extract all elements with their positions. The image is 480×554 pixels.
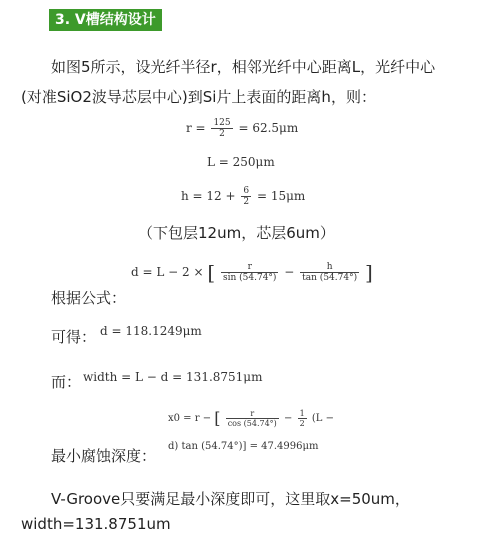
equation-h <box>181 186 305 207</box>
fraction-denominator: sin (54.74°) <box>223 273 277 283</box>
formula-d <box>131 262 373 283</box>
fraction-numerator: 1 <box>299 409 305 418</box>
intro-line-2: (对准SiO2波导芯层中心)到Si片上表面的距离h，则： <box>21 88 376 106</box>
fraction-denominator: 2 <box>299 419 305 428</box>
x0-lhs: x0 = r − <box>168 413 212 424</box>
fraction-numerator: r <box>221 262 278 273</box>
fraction-denominator: 2 <box>219 129 225 139</box>
result-d-value: d = 118.1249μm <box>100 324 202 338</box>
equation-h-rhs: = 15μm <box>256 189 306 203</box>
fraction-numerator: 6 <box>243 186 250 196</box>
left-bracket: [ <box>207 260 216 285</box>
x0-line-1 <box>168 409 334 428</box>
conclusion-line-2: width=131.8751um <box>21 515 171 533</box>
result-width-value: width = L − d = 131.8751μm <box>83 370 263 384</box>
formula-label: 根据公式： <box>51 289 127 307</box>
equation-r-rhs: = 62.5μm <box>238 121 299 135</box>
x0-line-2: d) tan (54.74°)] = 47.4996μm <box>168 441 319 452</box>
fraction-denominator: cos (54.74°) <box>227 419 277 428</box>
formula-minus: − <box>284 265 295 279</box>
result-d-label: 可得： <box>51 328 97 346</box>
fraction-r-over-sin <box>221 262 278 283</box>
fraction-denominator: 2 <box>243 197 250 207</box>
fraction-125-over-2 <box>211 118 232 139</box>
equation-r-lhs: r = <box>186 121 206 135</box>
conclusion-line-1: V-Groove只要满足最小深度即可，这里取x=50um， <box>51 490 410 508</box>
fraction-1-over-2 <box>298 409 307 428</box>
fraction-r-over-cos <box>226 409 279 428</box>
formula-lhs: d = L − 2 × <box>131 265 204 279</box>
fraction-denominator: tan (54.74°) <box>302 273 358 283</box>
intro-line-1: 如图5所示，设光纤半径r，相邻光纤中心距离L，光纤中心 <box>51 58 436 76</box>
equation-r <box>186 118 298 139</box>
left-bracket: [ <box>214 408 221 428</box>
equation-h-lhs: h = 12 + <box>181 189 236 203</box>
cladding-note: （下包层12um，芯层6um） <box>138 224 335 242</box>
fraction-6-over-2 <box>241 186 251 207</box>
x0-minus: − <box>283 413 293 424</box>
fraction-h-over-tan <box>300 262 359 283</box>
x0-label: 最小腐蚀深度： <box>51 447 157 465</box>
section-heading: 3. V槽结构设计 <box>49 9 162 31</box>
equation-L: L = 250μm <box>207 155 275 169</box>
fraction-numerator: h <box>300 262 359 273</box>
fraction-numerator: 125 <box>213 118 231 128</box>
fraction-numerator: r <box>226 409 279 419</box>
right-bracket: ] <box>364 260 373 285</box>
x0-tail: (L − <box>311 413 334 424</box>
result-width-label: 而： <box>51 373 82 391</box>
